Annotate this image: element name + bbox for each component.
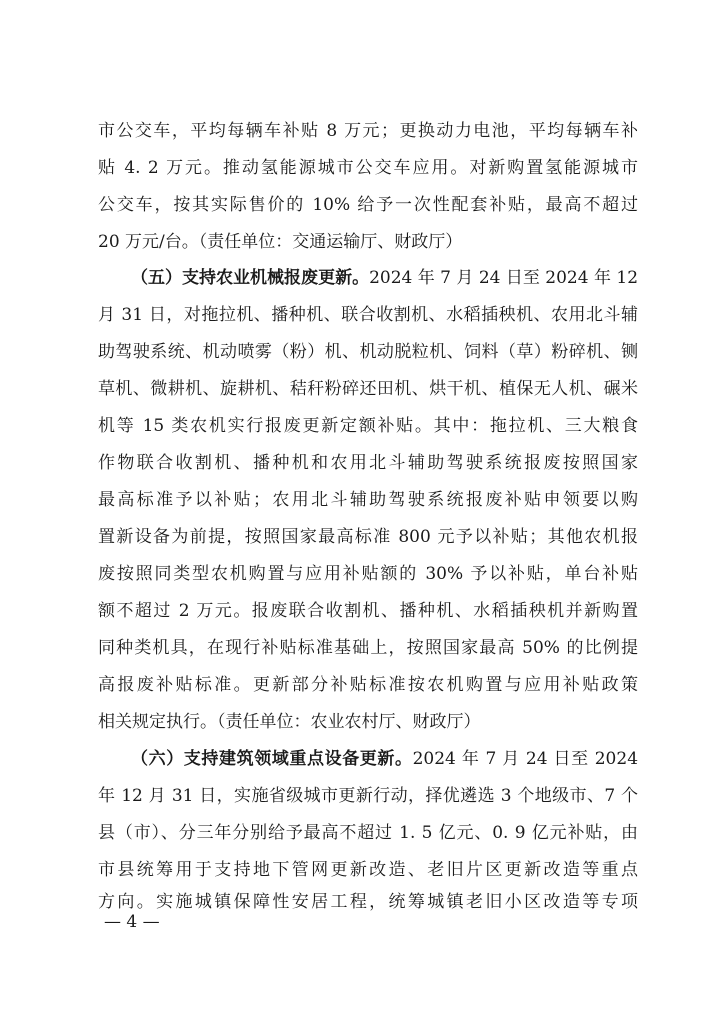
text-line: 市县统筹用于支持地下管网更新改造、老旧片区更新改造等重点 xyxy=(98,860,638,880)
section-text: 2024 年 7 月 24 日至 2024 年 12 xyxy=(369,268,639,288)
text-line: 草机、微耕机、旋耕机、秸秆粉碎还田机、烘干机、植保无人机、碾米 xyxy=(98,379,638,399)
section-heading: （六）支持建筑领域重点设备更新。 xyxy=(131,749,413,769)
page-number: — 4 — xyxy=(104,912,160,932)
text-line: 置新设备为前提，按照国家最高标准 800 元予以补贴；其他农机报 xyxy=(98,527,638,547)
text-line: 县（市）、分三年分别给予最高不超过 1. 5 亿元、0. 9 亿元补贴，由 xyxy=(98,823,638,843)
text-line: 公交车，按其实际售价的 10% 给予一次性配套补贴，最高不超过 xyxy=(98,195,638,215)
section-heading: （五）支持农业机械报废更新。 xyxy=(131,268,370,288)
text-line: 废按照同类型农机购置与应用补贴额的 30% 予以补贴，单台补贴 xyxy=(98,564,638,584)
text-line: 额不超过 2 万元。报废联合收割机、播种机、水稻插秧机并新购置 xyxy=(98,601,638,621)
text-line: 作物联合收割机、播种机和农用北斗辅助驾驶系统报废按照国家 xyxy=(98,453,638,473)
text-line: 市公交车，平均每辆车补贴 8 万元；更换动力电池，平均每辆车补 xyxy=(98,121,638,141)
text-line: 贴 4. 2 万元。推动氢能源城市公交车应用。对新购置氢能源城市 xyxy=(98,158,638,178)
text-line: 相关规定执行。（责任单位：农业农村厅、财政厅） xyxy=(98,712,481,732)
section-text: 2024 年 7 月 24 日至 2024 xyxy=(412,749,639,769)
text-line: 20 万元/台。（责任单位：交通运输厅、财政厅） xyxy=(98,232,463,252)
text-line: 方向。实施城镇保障性安居工程，统筹城镇老旧小区改造等专项 xyxy=(98,892,638,912)
section-heading-line xyxy=(131,268,638,288)
section-heading-line xyxy=(131,749,638,769)
text-line: 年 12 月 31 日，实施省级城市更新行动，择优遴选 3 个地级市、7 个 xyxy=(98,786,638,806)
text-line: 月 31 日，对拖拉机、播种机、联合收割机、水稻插秧机、农用北斗辅 xyxy=(98,305,638,325)
text-line: 助驾驶系统、机动喷雾（粉）机、机动脱粒机、饲料（草）粉碎机、铡 xyxy=(98,342,638,362)
text-line: 机等 15 类农机实行报废更新定额补贴。其中：拖拉机、三大粮食 xyxy=(98,416,638,436)
text-line: 同种类机具，在现行补贴标准基础上，按照国家最高 50% 的比例提 xyxy=(98,638,638,658)
text-line: 高报废补贴标准。更新部分补贴标准按农机购置与应用补贴政策 xyxy=(98,675,638,695)
text-line: 最高标准予以补贴；农用北斗辅助驾驶系统报废补贴申领要以购 xyxy=(98,490,638,510)
